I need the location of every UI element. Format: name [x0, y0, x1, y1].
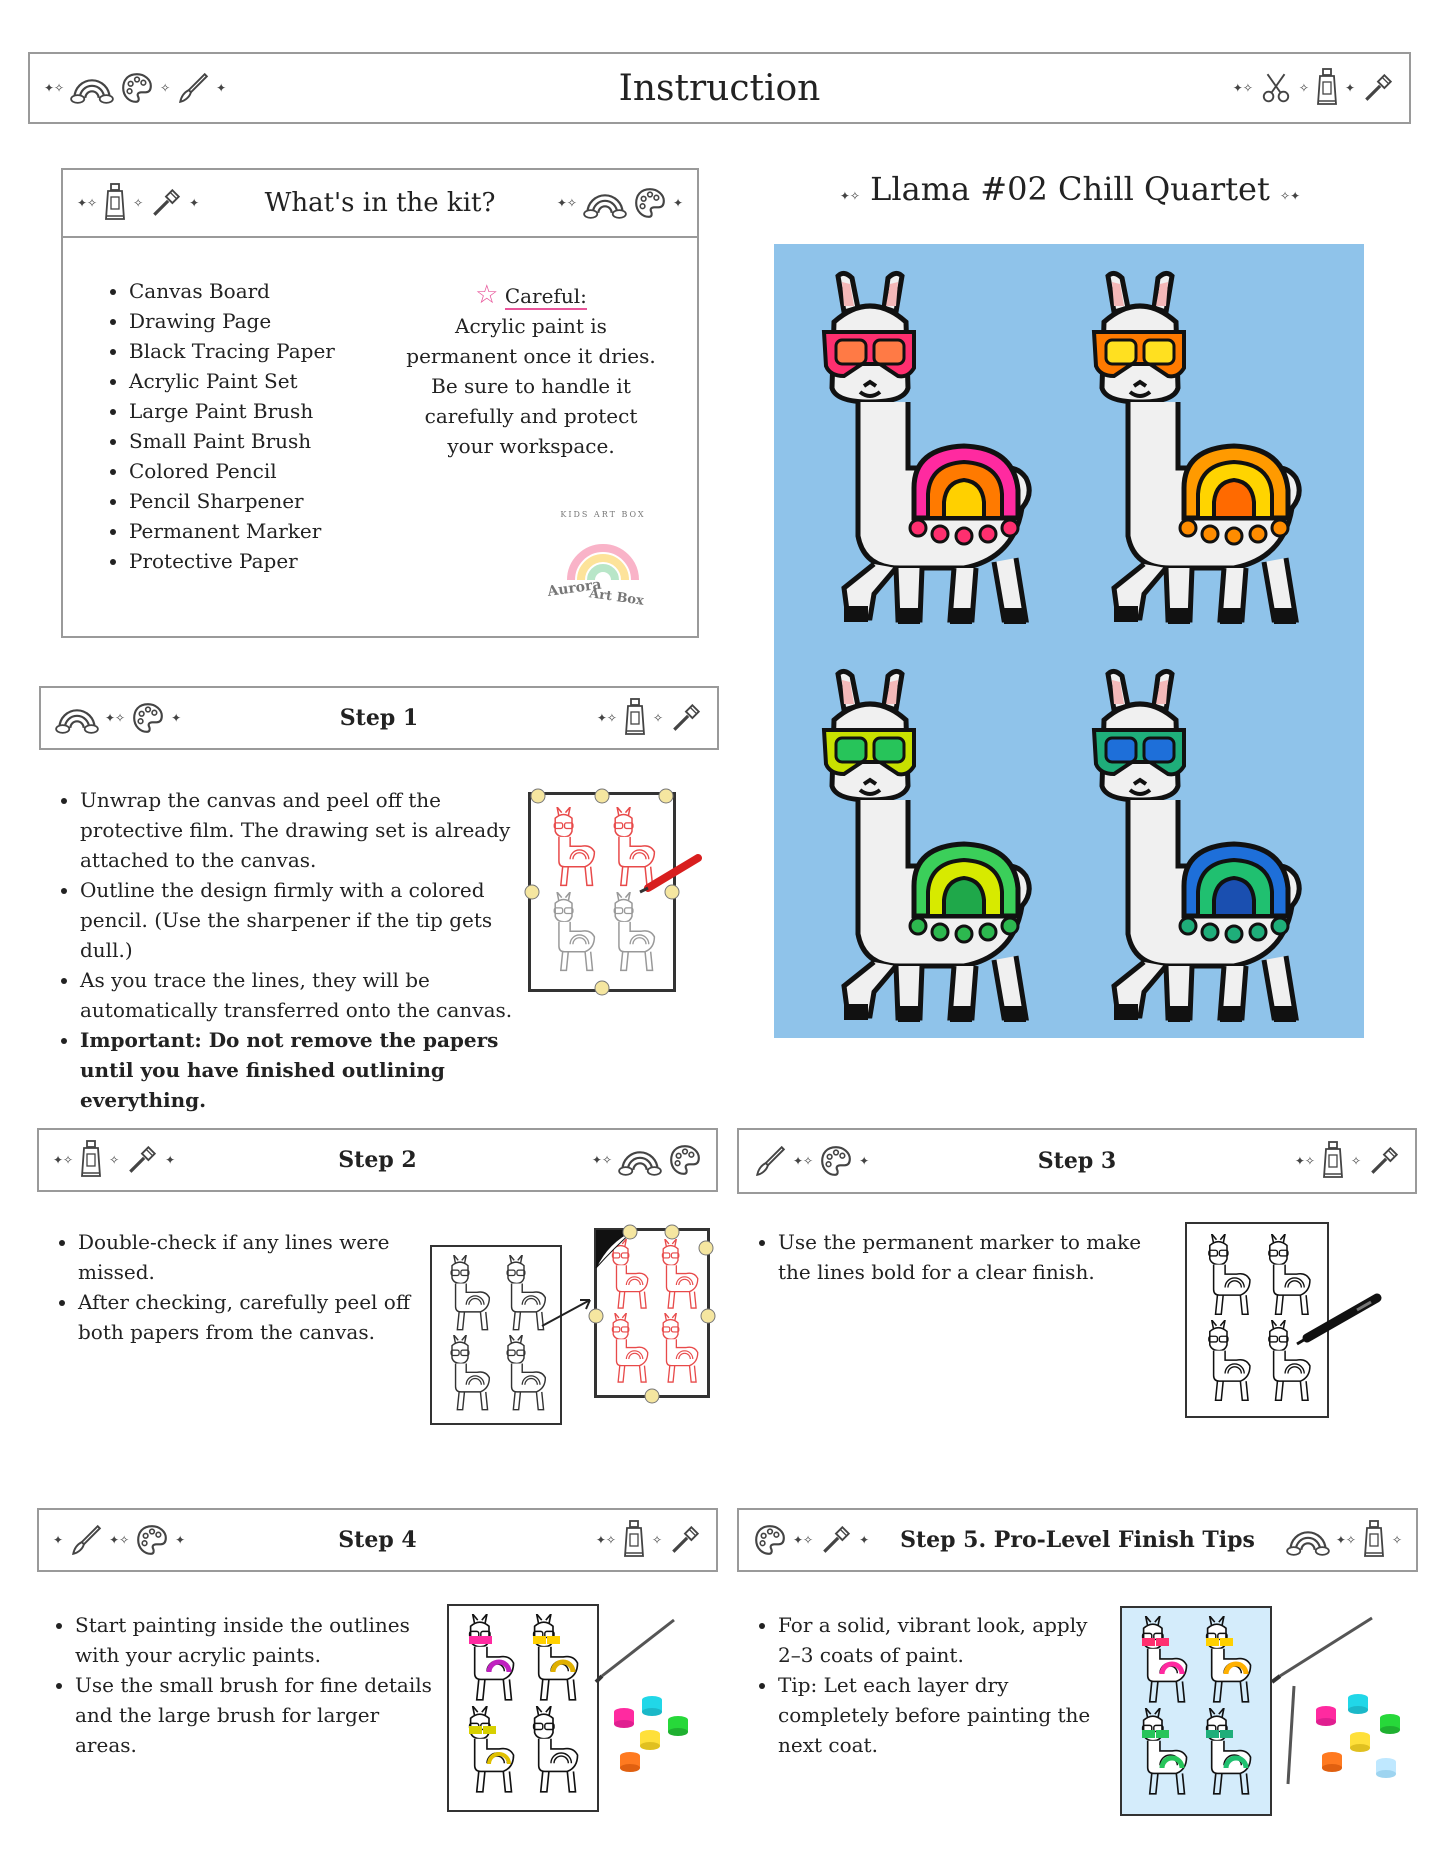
careful-heading-row — [391, 280, 671, 311]
sparkle-icon: ✦ — [672, 196, 683, 210]
wide-brush-icon — [1367, 1144, 1401, 1178]
step4-right-icons — [596, 1520, 702, 1560]
step4-illustration — [447, 1604, 599, 1812]
paint-pot-icon — [1322, 1752, 1342, 1772]
sparkle-icon: ✦ — [1344, 81, 1355, 95]
paint-pots-and-brush — [594, 1606, 714, 1776]
careful-line: Acrylic paint is — [455, 314, 607, 338]
step4-header — [37, 1508, 718, 1572]
palette-icon — [131, 701, 165, 735]
llama-outline-icon — [440, 1335, 496, 1415]
paint-pot-icon — [640, 1730, 660, 1750]
rainbow-icon — [70, 71, 114, 105]
step2-clips-and-peel — [594, 1228, 710, 1398]
sparkle-icon: ✧ — [160, 81, 171, 95]
step2-body — [52, 1227, 422, 1347]
logo-rainbow-graphic — [543, 510, 663, 620]
step4-paint-accents — [449, 1606, 601, 1814]
paint-tube-icon — [623, 698, 647, 738]
kit-item: • Colored Pencil — [129, 456, 335, 486]
sparkle-icon: ✦✧ — [1335, 1533, 1356, 1547]
star-icon: ☆ — [475, 280, 499, 310]
palette-icon — [819, 1144, 853, 1178]
step1-bullet: • Unwrap the canvas and peel off the protective film. The drawing set is already attached to the canvas. — [80, 785, 532, 875]
sparkle-icon: ✦✧ — [839, 189, 860, 203]
sparkle-icon: ✧ — [1350, 1154, 1361, 1168]
marker-icon — [1187, 1224, 1331, 1420]
rainbow-icon — [1286, 1523, 1330, 1557]
step5-body — [752, 1610, 1097, 1760]
wide-brush-icon — [1361, 71, 1395, 105]
logo-arc-text: KIDS ART BOX — [560, 510, 646, 519]
artwork-title: Llama #02 Chill Quartet — [870, 170, 1270, 208]
paint-pot-icon — [668, 1716, 688, 1736]
sparkle-icon: ✧ — [652, 711, 663, 725]
paint-pot-icon — [1376, 1758, 1396, 1778]
paint-tube-icon — [622, 1520, 646, 1560]
wide-brush-icon — [669, 701, 703, 735]
sparkle-icon: ✦✧ — [105, 711, 126, 725]
careful-line: carefully and protect — [424, 404, 638, 428]
step1-bullet: • Outline the design firmly with a colored pencil. (Use the sharpener if the tip gets dull.) — [80, 875, 532, 965]
kit-item: • Black Tracing Paper — [129, 336, 335, 366]
rainbow-icon — [583, 186, 627, 220]
sparkle-icon: ✦ — [53, 1533, 64, 1547]
step5-left-icons — [753, 1523, 869, 1557]
step3-right-icons — [1295, 1141, 1401, 1181]
wide-brush-icon — [819, 1523, 853, 1557]
sparkle-icon: ✦ — [175, 1533, 186, 1547]
step1-body — [54, 785, 532, 1115]
kit-item: • Large Paint Brush — [129, 396, 335, 426]
step1-clips-and-pencil — [528, 792, 676, 992]
paint-pot-icon — [642, 1696, 662, 1716]
wide-brush-icon — [668, 1523, 702, 1557]
step2-bullet: • After checking, carefully peel off both papers from the canvas. — [78, 1287, 422, 1347]
llama-painting — [774, 244, 1364, 1038]
sparkle-icon: ✦ — [859, 1154, 870, 1168]
step3-illustration — [1185, 1222, 1329, 1418]
kit-header — [63, 170, 697, 238]
sparkle-icon: ✧ — [1391, 1533, 1402, 1547]
paint-pot-icon — [1380, 1714, 1400, 1734]
llama-outline-icon — [440, 1255, 496, 1335]
kit-item: • Canvas Board — [129, 276, 335, 306]
kit-header-right-icons — [557, 186, 683, 220]
sparkle-icon: ✦ — [859, 1533, 870, 1547]
logo-name-line1: Aurora — [546, 576, 603, 600]
kit-header-left-icons — [77, 183, 199, 223]
palette-icon — [668, 1143, 702, 1177]
header-right-icons — [1233, 68, 1395, 108]
paint-pot-icon — [614, 1708, 634, 1728]
palette-icon — [135, 1523, 169, 1557]
careful-note — [391, 280, 671, 461]
step5-bullet: • For a solid, vibrant look, apply 2–3 coats of paint. — [778, 1610, 1097, 1670]
artwork-title-row — [770, 170, 1370, 208]
careful-line: your workspace. — [447, 434, 615, 458]
painted-llama — [1094, 671, 1299, 1022]
rainbow-icon — [618, 1143, 662, 1177]
step4-left-icons — [53, 1523, 185, 1557]
artwork-canvas — [774, 244, 1364, 1038]
step5-title: Step 5. Pro-Level Finish Tips — [900, 1527, 1255, 1553]
kit-list — [103, 276, 335, 576]
step2-canvas-peeled — [594, 1228, 710, 1398]
wide-brush-icon — [125, 1143, 159, 1177]
paint-pots-and-brushes — [1270, 1606, 1410, 1786]
kit-item: • Drawing Page — [129, 306, 335, 336]
kit-item: • Permanent Marker — [129, 516, 335, 546]
scissors-icon — [1259, 71, 1293, 105]
paintbrush-icon — [753, 1144, 787, 1178]
step3-header — [737, 1128, 1417, 1194]
step1-title: Step 1 — [339, 705, 419, 731]
painted-llama — [824, 671, 1029, 1022]
step1-header — [39, 686, 719, 750]
paint-tube-icon — [1321, 1141, 1345, 1181]
llama-outline-icon — [496, 1335, 552, 1415]
sparkle-icon: ✦✧ — [793, 1154, 814, 1168]
sparkle-icon: ✦✧ — [53, 1153, 74, 1167]
step4-title: Step 4 — [338, 1527, 417, 1553]
kit-item: • Protective Paper — [129, 546, 335, 576]
step1-illustration — [528, 792, 676, 992]
step1-left-icons — [55, 701, 181, 735]
paint-tube-icon — [1362, 1520, 1386, 1560]
painted-llama — [1094, 273, 1299, 624]
sparkle-icon: ✦ — [216, 81, 227, 95]
paint-pot-icon — [620, 1752, 640, 1772]
step2-llama-grid — [440, 1255, 552, 1415]
kit-item: • Small Paint Brush — [129, 426, 335, 456]
sparkle-icon: ✦✧ — [1294, 1154, 1315, 1168]
sparkle-icon: ✦✧ — [44, 81, 65, 95]
paint-pot-icon — [1316, 1706, 1336, 1726]
step2-left-icons — [53, 1140, 175, 1180]
step2-header — [37, 1128, 718, 1192]
sparkle-icon: ✦ — [165, 1153, 176, 1167]
kit-item: • Acrylic Paint Set — [129, 366, 335, 396]
step3-body — [752, 1227, 1152, 1287]
step5-header — [737, 1508, 1418, 1572]
sparkle-icon: ✦✧ — [77, 196, 98, 210]
step2-bullet: • Double-check if any lines were missed. — [78, 1227, 422, 1287]
sparkle-icon: ✦✧ — [1232, 81, 1253, 95]
aurora-art-box-logo — [543, 510, 663, 620]
paintbrush-icon — [69, 1523, 103, 1557]
sparkle-icon: ✦✧ — [109, 1533, 130, 1547]
rainbow-icon — [55, 701, 99, 735]
careful-line: permanent once it dries. — [406, 344, 656, 368]
step2-title: Step 2 — [338, 1147, 417, 1173]
careful-line: Be sure to handle it — [431, 374, 631, 398]
kit-box — [61, 168, 699, 638]
step1-right-icons — [597, 698, 703, 738]
step5-right-icons — [1286, 1520, 1402, 1560]
step3-left-icons — [753, 1144, 869, 1178]
step4-bullet: • Start painting inside the outlines with your acrylic paints. — [75, 1610, 439, 1670]
step5-paint-accents — [1122, 1608, 1274, 1818]
wide-brush-icon — [149, 186, 183, 220]
instruction-header — [28, 52, 1411, 124]
sparkle-icon: ✧ — [1298, 81, 1309, 95]
header-left-icons — [44, 71, 226, 105]
kit-item: • Pencil Sharpener — [129, 486, 335, 516]
palette-icon — [633, 186, 667, 220]
step1-bullet: • As you trace the lines, they will be automatically transferred onto the canvas. — [80, 965, 532, 1025]
paint-pot-icon — [1348, 1694, 1368, 1714]
paintbrush-icon — [176, 71, 210, 105]
sparkle-icon: ✦✧ — [595, 1533, 616, 1547]
paint-pot-icon — [1350, 1732, 1370, 1752]
sparkle-icon: ✧ — [109, 1153, 120, 1167]
step3-title: Step 3 — [1037, 1148, 1117, 1174]
palette-icon — [753, 1523, 787, 1557]
step4-bullet: • Use the small brush for fine details and the large brush for larger areas. — [75, 1670, 439, 1760]
sparkle-icon: ✧✦ — [1280, 189, 1301, 203]
sparkle-icon: ✦✧ — [591, 1153, 612, 1167]
sparkle-icon: ✦✧ — [596, 711, 617, 725]
sparkle-icon: ✦ — [171, 711, 182, 725]
step2-drawing-page — [430, 1245, 562, 1425]
paint-tube-icon — [103, 183, 127, 223]
step5-bullet: • Tip: Let each layer dry completely before painting the next coat. — [778, 1670, 1097, 1760]
sparkle-icon: ✦✧ — [556, 196, 577, 210]
palette-icon — [120, 71, 154, 105]
step3-bullet: • Use the permanent marker to make the lines bold for a clear finish. — [778, 1227, 1152, 1287]
sparkle-icon: ✧ — [133, 196, 144, 210]
careful-heading: Careful: — [504, 284, 587, 308]
paint-tube-icon — [1315, 68, 1339, 108]
step2-right-icons — [592, 1143, 702, 1177]
sparkle-icon: ✦ — [189, 196, 200, 210]
step1-important: • Important: Do not remove the papers until you have finished outlining everything. — [80, 1025, 532, 1115]
sparkle-icon: ✧ — [651, 1533, 662, 1547]
painted-llama — [824, 273, 1029, 624]
sparkle-icon: ✦✧ — [793, 1533, 814, 1547]
paint-tube-icon — [79, 1140, 103, 1180]
arrow-icon — [540, 1290, 600, 1330]
step4-body — [49, 1610, 439, 1760]
step5-illustration — [1120, 1606, 1272, 1816]
logo-name-line2: Art Box — [588, 586, 645, 609]
page-title: Instruction — [618, 67, 821, 109]
kit-title: What's in the kit? — [264, 188, 496, 218]
